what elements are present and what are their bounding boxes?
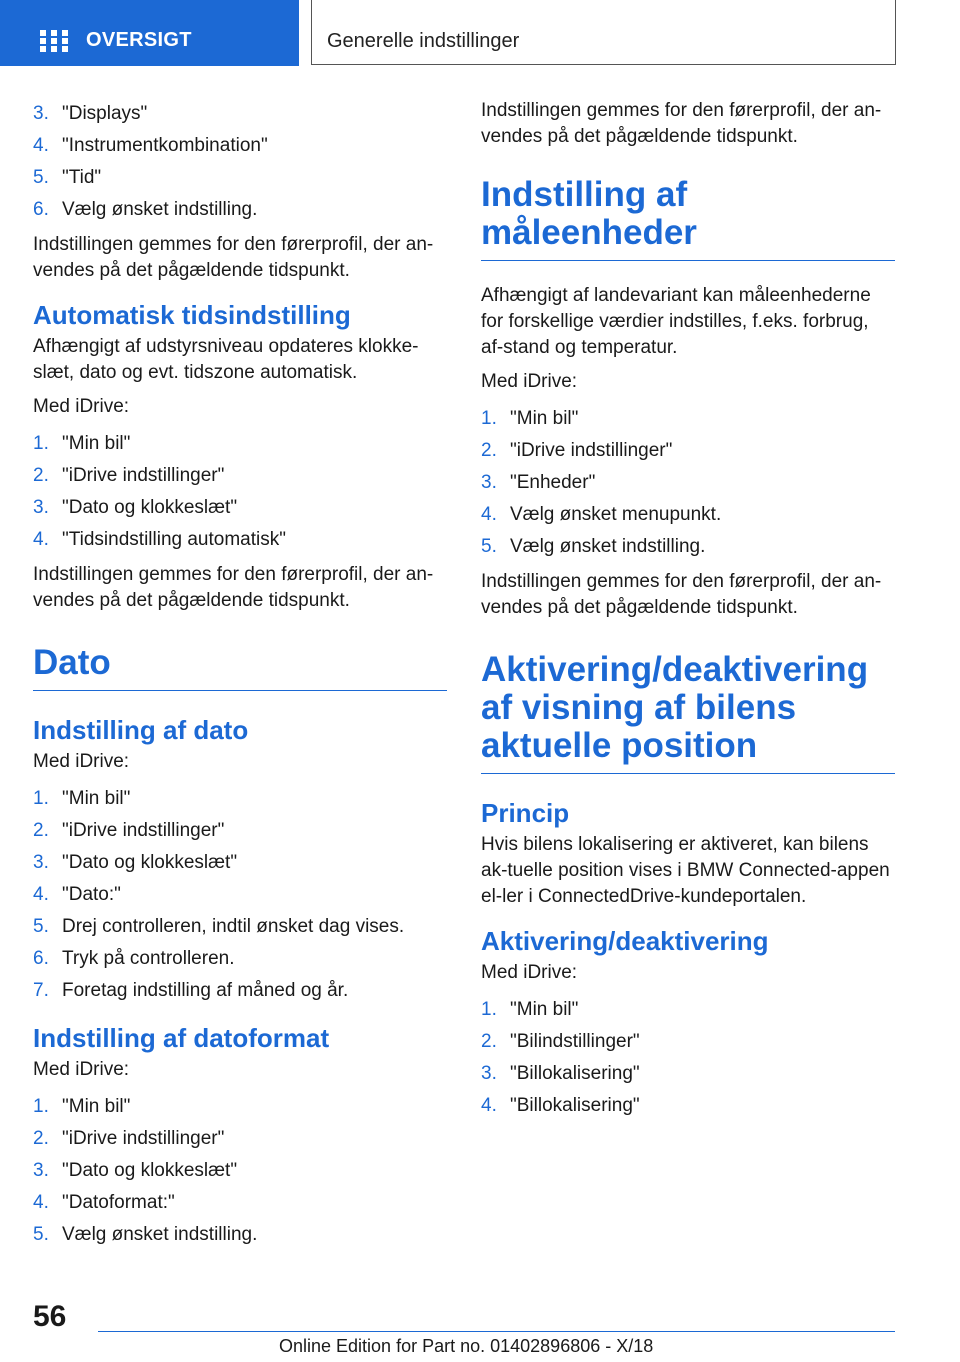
edition-text: Online Edition for Part no. 01402896806 - X/18: [279, 1336, 654, 1356]
saved-note: Indstillingen gemmes for den førerprofil, der an-vendes på det pågældende tidspunkt.: [33, 564, 434, 611]
step-text: Foretag indstilling af måned og år.: [62, 980, 349, 1001]
heading-date-format: Indstilling af datoformat: [33, 1023, 330, 1053]
step-number: 3.: [33, 852, 49, 873]
overview-tab[interactable]: [0, 0, 299, 66]
princip-text: Hvis bilens lokalisering er aktiveret, kan bilens ak-tuelle position vises i BMW Connected-appen el-ler i ConnectedDrive-kundeportalen.: [481, 834, 890, 907]
step-text: "Min bil": [510, 999, 579, 1020]
step-number: 1.: [481, 999, 497, 1020]
step-number: 1.: [33, 1096, 49, 1117]
saved-note: Indstillingen gemmes for den førerprofil, der an-vendes på det pågældende tidspunkt.: [481, 571, 882, 618]
heading-princip: Princip: [481, 798, 570, 828]
med-idrive-label: Med iDrive:: [33, 396, 130, 417]
step-number: 2.: [33, 1128, 49, 1149]
right-column: [481, 98, 895, 1128]
step-text: "Billokalisering": [510, 1095, 640, 1116]
step-number: 1.: [481, 408, 497, 429]
overview-tab-label: OVERSIGT: [86, 29, 192, 51]
step-text: "Dato og klokkeslæt": [62, 497, 238, 518]
step-item: [33, 162, 447, 194]
step-item: [481, 994, 895, 1026]
step-item: [33, 524, 447, 556]
step-text: "iDrive indstillinger": [62, 1128, 225, 1149]
step-number: 2.: [33, 465, 49, 486]
step-text: Vælg ønsket indstilling.: [510, 536, 706, 557]
step-text: "iDrive indstillinger": [62, 465, 225, 486]
med-idrive-label: Med iDrive:: [481, 371, 578, 392]
heading-set-date: Indstilling af dato: [33, 715, 249, 745]
step-item: [33, 1219, 447, 1251]
heading-position: Aktivering/deaktivering af visning af bilens aktuelle position: [481, 651, 895, 774]
step-item: [33, 130, 447, 162]
step-item: [33, 783, 447, 815]
step-text: Drej controlleren, indtil ønsket dag vises.: [62, 916, 405, 937]
step-number: 1.: [33, 433, 49, 454]
step-text: "Datoformat:": [62, 1192, 175, 1213]
step-item: [33, 1123, 447, 1155]
step-text: Vælg ønsket indstilling.: [62, 199, 258, 220]
step-text: Tryk på controlleren.: [62, 948, 235, 969]
section-title: Generelle indstillinger: [327, 30, 520, 52]
step-number: 4.: [33, 529, 49, 550]
step-number: 2.: [481, 440, 497, 461]
steps-displays: [33, 98, 447, 226]
step-text: "Enheder": [510, 472, 596, 493]
step-item: [33, 815, 447, 847]
step-item: [33, 492, 447, 524]
step-number: 5.: [33, 167, 49, 188]
units-text: Afhængigt af landevariant kan måleenhederne for forskellige værdier indstilles, f.eks. forbrug, af-stand og temperatur.: [481, 285, 871, 358]
step-text: "Dato:": [62, 884, 121, 905]
step-item: [33, 1187, 447, 1219]
step-item: [33, 460, 447, 492]
page-header: [0, 0, 960, 66]
step-number: 6.: [33, 199, 49, 220]
page-number: 56: [33, 1300, 67, 1333]
step-number: 3.: [33, 103, 49, 124]
step-item: [481, 531, 895, 563]
step-item: [33, 98, 447, 130]
step-text: "Bilindstillinger": [510, 1031, 640, 1052]
steps-date-format: [33, 1091, 447, 1251]
step-number: 2.: [33, 820, 49, 841]
step-text: Vælg ønsket indstilling.: [62, 1224, 258, 1245]
step-number: 4.: [33, 135, 49, 156]
step-item: [33, 911, 447, 943]
steps-units: [481, 403, 895, 563]
step-text: "Displays": [62, 103, 148, 124]
step-item: [33, 879, 447, 911]
step-text: "Min bil": [62, 433, 131, 454]
footer-divider: [98, 1331, 895, 1332]
grid-menu-icon: [40, 30, 68, 52]
steps-activation: [481, 994, 895, 1122]
heading-dato: Dato: [33, 644, 447, 691]
step-item: [481, 499, 895, 531]
step-text: "iDrive indstillinger": [510, 440, 673, 461]
step-number: 4.: [481, 504, 497, 525]
step-item: [33, 1155, 447, 1187]
step-text: "Dato og klokkeslæt": [62, 1160, 238, 1181]
steps-set-date: [33, 783, 447, 1007]
step-number: 2.: [481, 1031, 497, 1052]
med-idrive-label: Med iDrive:: [33, 1059, 130, 1080]
step-number: 7.: [33, 980, 49, 1001]
step-item: [481, 435, 895, 467]
med-idrive-label: Med iDrive:: [481, 962, 578, 983]
step-item: [481, 1026, 895, 1058]
step-item: [33, 943, 447, 975]
steps-auto-time: [33, 428, 447, 556]
step-number: 3.: [481, 472, 497, 493]
section-title-tab[interactable]: [311, 0, 896, 65]
step-item: [481, 403, 895, 435]
step-item: [33, 194, 447, 226]
heading-auto-time: Automatisk tidsindstilling: [33, 300, 351, 330]
step-item: [481, 467, 895, 499]
step-text: "Min bil": [62, 788, 131, 809]
step-number: 4.: [33, 884, 49, 905]
step-item: [481, 1090, 895, 1122]
step-number: 5.: [33, 916, 49, 937]
step-number: 4.: [33, 1192, 49, 1213]
step-number: 1.: [33, 788, 49, 809]
saved-note: Indstillingen gemmes for den førerprofil, der an-vendes på det pågældende tidspunkt.: [33, 234, 434, 281]
saved-note: Indstillingen gemmes for den førerprofil, der an-vendes på det pågældende tidspunkt.: [481, 100, 882, 147]
step-text: "Tid": [62, 167, 102, 188]
step-number: 3.: [33, 1160, 49, 1181]
heading-units: Indstilling af måleenheder: [481, 176, 895, 261]
step-item: [481, 1058, 895, 1090]
step-number: 4.: [481, 1095, 497, 1116]
step-text: "Dato og klokkeslæt": [62, 852, 238, 873]
step-item: [33, 975, 447, 1007]
step-item: [33, 428, 447, 460]
step-number: 3.: [481, 1063, 497, 1084]
step-text: "Min bil": [510, 408, 579, 429]
step-text: "Instrumentkombination": [62, 135, 268, 156]
step-text: Vælg ønsket menupunkt.: [510, 504, 722, 525]
step-text: "Billokalisering": [510, 1063, 640, 1084]
auto-time-text: Afhængigt af udstyrsniveau opdateres klokke-slæt, dato og evt. tidszone automatisk.: [33, 336, 419, 383]
step-item: [33, 847, 447, 879]
step-item: [33, 1091, 447, 1123]
step-number: 6.: [33, 948, 49, 969]
med-idrive-label: Med iDrive:: [33, 751, 130, 772]
step-text: "Tidsindstilling automatisk": [62, 529, 286, 550]
step-number: 5.: [481, 536, 497, 557]
step-text: "Min bil": [62, 1096, 131, 1117]
step-number: 3.: [33, 497, 49, 518]
heading-activation: Aktivering/deaktivering: [481, 926, 769, 956]
left-column: [33, 98, 447, 1257]
step-number: 5.: [33, 1224, 49, 1245]
step-text: "iDrive indstillinger": [62, 820, 225, 841]
